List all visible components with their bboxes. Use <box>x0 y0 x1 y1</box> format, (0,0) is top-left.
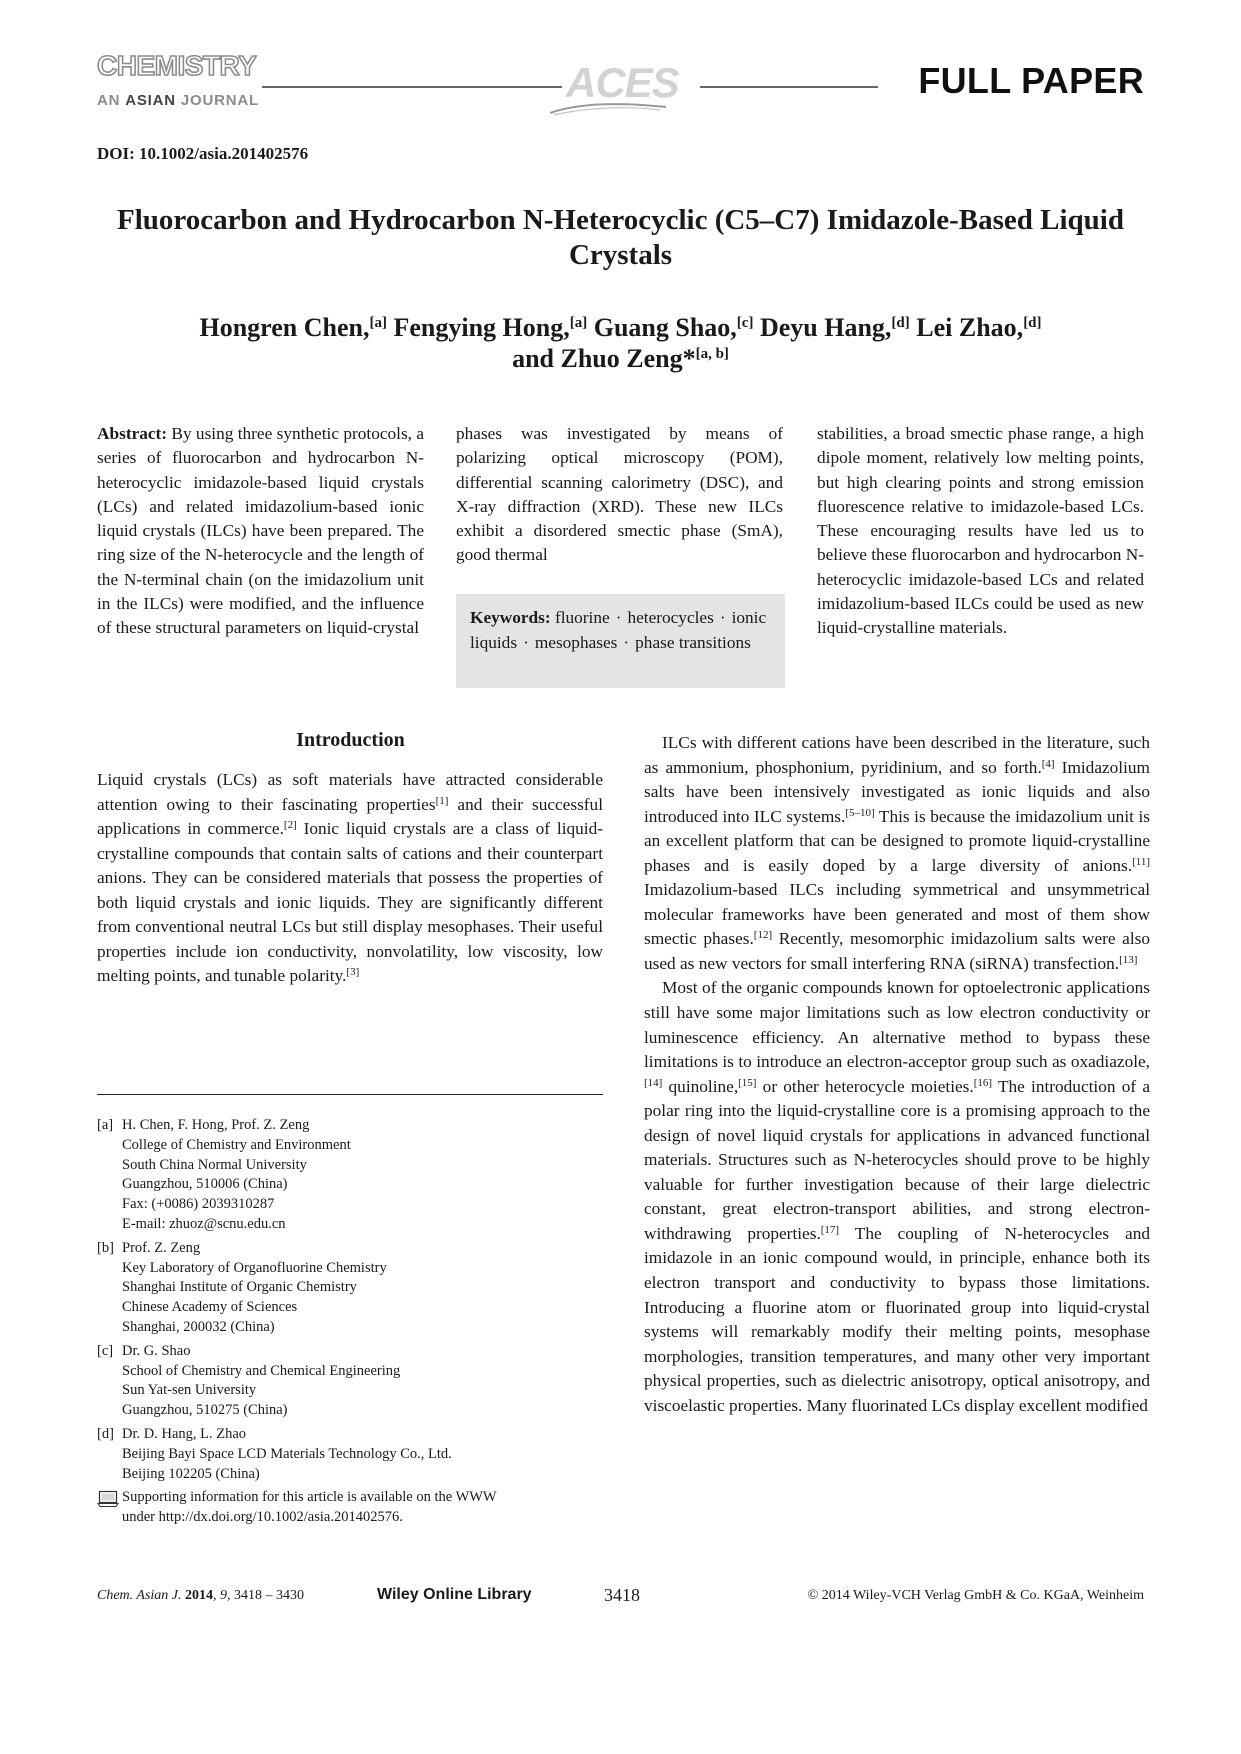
header-rule-right <box>700 86 878 88</box>
affiliation-email[interactable]: E-mail: zhuoz@scnu.edu.cn <box>122 1215 286 1232</box>
affiliation-line: Key Laboratory of Organofluorine Chemistry <box>122 1259 387 1276</box>
section-heading: Introduction <box>296 729 405 751</box>
citation[interactable]: [2] <box>283 819 297 832</box>
keywords-box <box>456 594 785 688</box>
affiliations-divider <box>97 1094 603 1095</box>
author: Lei Zhao, <box>916 313 1024 342</box>
article-type: FULL PAPER <box>918 60 1144 101</box>
author: Deyu Hang, <box>759 313 892 342</box>
citation[interactable]: [16] <box>973 1076 993 1089</box>
author: Hongren Chen, <box>199 313 370 342</box>
keyword-separator: · <box>523 632 529 652</box>
affiliation-line: H. Chen, F. Hong, Prof. Z. Zeng <box>122 1117 310 1133</box>
citation[interactable]: [12] <box>753 929 773 942</box>
abstract-label: Abstract: <box>97 424 168 443</box>
author-affiliation: [a] <box>569 315 588 331</box>
affiliation-line: Sun Yat-sen University <box>122 1382 257 1399</box>
paragraph: Liquid crystals (LCs) as soft materials have attracted considerable attention owing to their fascinating properties[1] and their successful applications in commerce.[2] Ionic liquid crystals are a class of liquid-crystalline compounds that contain salts of cations and their counterpart anions. They can be considered materials that possess the properties of both liquid crystals and ionic liquids. They are significantly different from conventional neutral LCs but still display mesophases. Their useful properties include ion conductivity, nonvolatility, low viscosity, low melting points, and tunable polarity.[3] <box>97 770 603 986</box>
affiliation-tag: [a] <box>97 1117 114 1133</box>
intro-left-column <box>97 768 603 989</box>
affiliation-line: Chinese Academy of Sciences <box>122 1299 298 1316</box>
affiliation-c <box>97 1342 603 1421</box>
doi: DOI: 10.1002/asia.201402576 <box>97 144 309 163</box>
citation[interactable]: [15] <box>738 1076 757 1089</box>
affiliation-tag: [d] <box>97 1425 114 1442</box>
affiliation-line: Dr. D. Hang, L. Zhao <box>122 1425 247 1442</box>
author-affiliation: [d] <box>1023 315 1042 331</box>
citation[interactable]: [14] <box>644 1076 663 1089</box>
affiliation-fax: Fax: (+0086) 2039310287 <box>122 1196 275 1213</box>
corresponding-author: and Zhuo Zeng* <box>512 344 696 373</box>
keyword: heterocycles <box>627 608 714 627</box>
affiliation-line: Guangzhou, 510275 (China) <box>122 1402 288 1419</box>
affiliation-a <box>97 1116 603 1235</box>
affiliation-line: School of Chemistry and Chemical Engineering <box>122 1362 401 1379</box>
supporting-info-text: Supporting information for this article is available on the WWW <box>122 1489 497 1506</box>
wiley-online-library-logo: Wiley Online Library <box>377 1586 532 1603</box>
author-affiliation: [a] <box>369 315 387 331</box>
affiliation-tag: [b] <box>97 1239 114 1256</box>
aces-logo-swoosh-icon <box>548 100 668 116</box>
footer-citation: Chem. Asian J. 2014, 9, 3418 – 3430 <box>97 1588 305 1603</box>
affiliation-tag: [c] <box>97 1342 114 1359</box>
keyword: mesophases <box>534 632 618 652</box>
affiliation-line: Guangzhou, 510006 (China) <box>122 1176 288 1193</box>
paragraph: Most of the organic compounds known for optoelectronic applications still have some major limitations such as low electron conductivity or luminescence efficiency. An alternative method to bypass these limitations is to introduce an electron-acceptor group such as oxadiazole,[14] quinoline,[15] or other heterocycle moieties.[16] The introduction of a polar ring into the liquid-crystalline core is a promising approach to the design of novel liquid crystals for applications in advanced functional materials. Structures such as N-heterocycles should prove to be highly valuable for further investigation because of their large dielectric constant, great electron-transport abilities, and strong electron-withdrawing properties.[17] The coupling of N-heterocycles and imidazole in an ionic compound would, in principle, enhance both its electron transport and conductivity to bypass those limitations. Introducing a fluorine atom or fluorinated group into liquid-crystal systems will remarkably modify their melting points, mesophase morphologies, transition temperatures, and many other very important physical properties, such as dielectric anisotropy, optical anisotropy, and viscoelastic properties. Many fluorinated LCs display excellent modified <box>644 978 1150 1415</box>
abstract-column-1 <box>97 422 424 641</box>
affiliation-d <box>97 1425 603 1484</box>
keyword-separator: · <box>719 608 726 627</box>
affiliation-line: Shanghai Institute of Organic Chemistry <box>122 1279 357 1296</box>
keyword-separator: · <box>615 608 622 627</box>
header-rule-left <box>262 86 562 88</box>
author-affiliation: [d] <box>891 315 910 331</box>
intro-right-column <box>644 731 1150 1418</box>
page-number: 3418 <box>604 1585 640 1605</box>
journal-subtitle: AN ASIAN JOURNAL <box>97 92 259 109</box>
author-list <box>97 312 1144 374</box>
author: Guang Shao, <box>593 313 737 342</box>
paper-title: Fluorocarbon and Hydrocarbon N-Heterocyclic (C5–C7) Imidazole-Based Liquid Crystals <box>117 204 1124 271</box>
copyright: © 2014 Wiley-VCH Verlag GmbH & Co. KGaA, Weinheim <box>807 1588 1144 1603</box>
abstract-column-2: phases was investigated by means of polarizing optical microscopy (POM), differential scanning calorimetry (DSC), and X-ray diffraction (XRD). These new ILCs exhibit a disordered smectic phase (SmA), good thermal <box>456 424 783 565</box>
affiliation-line: Dr. G. Shao <box>122 1342 191 1359</box>
affiliation-line: South China Normal University <box>122 1156 307 1173</box>
aces-logo: ACES <box>566 59 679 106</box>
author-affiliation: [c] <box>736 315 754 331</box>
affiliation-line: College of Chemistry and Environment <box>122 1136 351 1153</box>
citation[interactable]: [13] <box>1119 953 1138 966</box>
citation[interactable]: [5–10] <box>845 806 875 819</box>
computer-icon <box>97 1488 122 1528</box>
keyword: phase transitions <box>635 632 751 652</box>
citation[interactable]: [4] <box>1041 757 1055 770</box>
supporting-information <box>97 1488 603 1528</box>
author-affiliation: [a, b] <box>695 346 729 362</box>
citation[interactable]: [3] <box>346 966 360 979</box>
keyword: fluorine <box>554 608 610 627</box>
affiliation-line: Prof. Z. Zeng <box>122 1239 201 1256</box>
abstract-text: By using three synthetic protocols, a series of fluorocarbon and hydrocarbon N-heterocyclic imidazole-based liquid crystals (LCs) and related imidazolium-based ionic liquid crystals (ILCs) have been prepared. The ring size of the N-heterocycle and the length of the N-terminal chain (on the imidazolium unit in the ILCs) were modified, and the influence of these structural parameters on liquid-crystal <box>97 424 425 638</box>
affiliation-line: Beijing Bayi Space LCD Materials Technology Co., Ltd. <box>122 1445 452 1462</box>
paragraph: ILCs with different cations have been described in the literature, such as ammonium, phosphonium, pyridinium, and so forth.[4] Imidazolium salts have been intensively investigated as ionic liquids and also introduced into ILC systems.[5–10] This is because the imidazolium unit is an excellent platform that can be designed to promote liquid-crystalline phases and is easily doped by a large diversity of anions.[11] Imidazolium-based ILCs including symmetrical and unsymmetrical molecular frameworks have been generated and most of them show smectic phases.[12] Recently, mesomorphic imidazolium salts were also used as new vectors for small interfering RNA (siRNA) transfection.[13] <box>644 733 1150 973</box>
affiliation-line: Shanghai, 200032 (China) <box>122 1318 275 1335</box>
supporting-info-link[interactable]: under http://dx.doi.org/10.1002/asia.201402576. <box>122 1509 403 1526</box>
citation[interactable]: [17] <box>820 1223 840 1236</box>
abstract-column-3: stabilities, a broad smectic phase range, a high dipole moment, relatively low melting points, but high clearing points and strong emission fluorescence relative to imidazole-based LCs. These encouraging results have led us to believe these fluorocarbon and hydrocarbon N-heterocyclic imidazole-based LCs and related imidazolium-based ILCs could be used as new liquid-crystalline materials. <box>817 424 1144 638</box>
keyword-separator: · <box>623 632 630 652</box>
affiliation-b <box>97 1239 603 1338</box>
affiliations <box>97 1116 603 1528</box>
journal-name: CHEMISTRY <box>97 50 257 81</box>
affiliation-line: Beijing 102205 (China) <box>122 1465 260 1482</box>
author: Fengying Hong, <box>393 313 570 342</box>
citation[interactable]: [1] <box>435 794 449 807</box>
keyword: ionic liquids <box>470 608 767 652</box>
keywords-label: Keywords: <box>470 608 551 627</box>
citation[interactable]: [11] <box>1132 855 1150 868</box>
